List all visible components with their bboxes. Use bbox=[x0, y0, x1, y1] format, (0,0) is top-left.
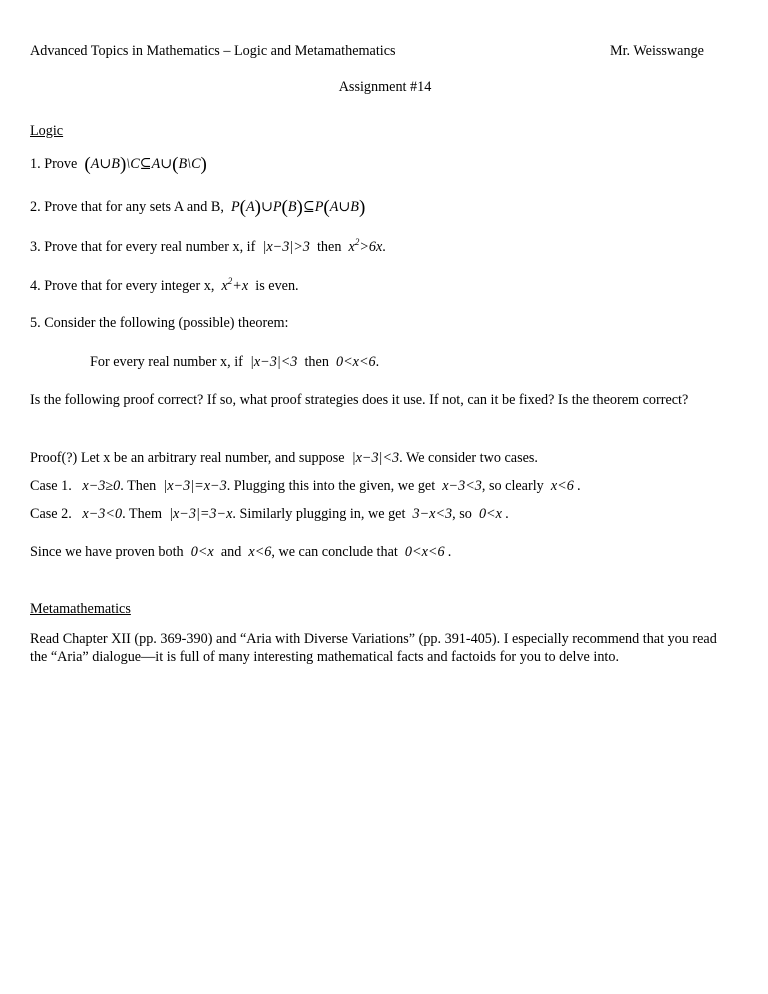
problem-2-formula: P(A)∪P(B)⊆P(A∪B) bbox=[227, 197, 366, 218]
reading-assignment: Read Chapter XII (pp. 369-390) and “Aria with Diverse Variations” (pp. 391-405). I especially recommend that you read the “Aria” dialogue—it is full of many interesting mathematical facts and factoids for you to delve into. bbox=[30, 631, 717, 666]
proof-case-2: Case 2. x−3<0. Them |x−3|=3−x. Similarly plugging in, we get 3−x<3, so 0<x . bbox=[30, 506, 510, 522]
proof-question: Is the following proof correct? If so, what proof strategies does it use. If not, can it be fixed? Is the theorem correct? bbox=[30, 392, 689, 408]
problem-3-conclusion: $x^2>6x$ bbox=[344, 237, 383, 255]
problem-1-formula: (A∪B)\C⊆A∪(B\C) bbox=[84, 154, 207, 175]
problem-1: 1. Prove (A∪B)\C⊆A∪(B\C) bbox=[30, 154, 207, 175]
theorem-statement: For every real number x, if |x−3|<3 then 0<x<6. bbox=[90, 354, 380, 370]
problem-4: 4. Prove that for every integer x, $x^2+x$ is even. bbox=[30, 276, 299, 294]
proof-case-1: Case 1. x−3≥0. Then |x−3|=x−3. Plugging this into the given, we get x−3<3, so clearly x<6 . bbox=[30, 478, 581, 494]
proof-intro: Proof(?) Let x be an arbitrary real number, and suppose |x−3|<3. We consider two cases. bbox=[30, 450, 538, 466]
proof-conclusion: Since we have proven both 0<x and x<6, we can conclude that 0<x<6 . bbox=[30, 544, 452, 560]
metamathematics-heading: Metamathematics bbox=[30, 601, 131, 617]
problem-5: 5. Consider the following (possible) theorem: bbox=[30, 315, 289, 331]
problem-4-formula: $x^2+x$ bbox=[217, 276, 252, 294]
teacher-name: Mr. Weisswange bbox=[610, 43, 704, 59]
logic-heading: Logic bbox=[30, 123, 64, 139]
problem-2: 2. Prove that for any sets A and B, P(A)∪P(B)⊆P(A∪B) bbox=[30, 197, 366, 218]
problem-3-condition: |x−3|>3 bbox=[258, 239, 314, 255]
assignment-title: Assignment #14 bbox=[338, 79, 432, 95]
course-title: Advanced Topics in Mathematics – Logic and Metamathematics bbox=[30, 43, 396, 59]
problem-3: 3. Prove that for every real number x, if |x−3|>3 then $x^2>6x$. bbox=[30, 237, 386, 255]
